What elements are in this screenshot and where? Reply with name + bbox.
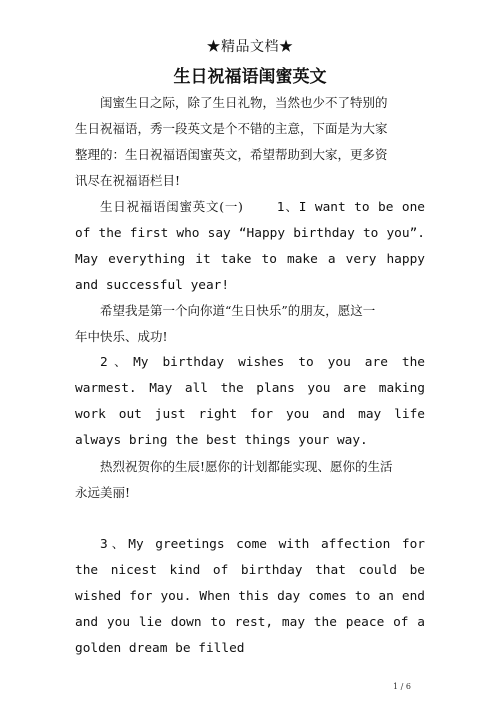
intro-line: 生日祝福语，秀一段英文是个不错的主意，下面是为大家: [75, 121, 388, 136]
item-1-chinese-line: 年中快乐、成功!: [75, 329, 168, 344]
item-1-chinese-line: 希望我是第一个向你道“生日快乐”的朋友，愿这一: [100, 303, 376, 318]
intro-line: 闺蜜生日之际，除了生日礼物，当然也少不了特别的: [100, 95, 388, 110]
header-mark: ★精品文档★: [206, 39, 294, 55]
item-2-chinese-line: 热烈祝贺你的生辰!愿你的计划都能实现、愿你的生活: [100, 459, 393, 474]
intro-line: 讯尽在祝福语栏目!: [75, 173, 181, 188]
item-1-paragraph: [75, 194, 425, 299]
page-number: 1 / 6: [393, 682, 411, 691]
section-heading: 生日祝福语闺蜜英文(一): [100, 199, 243, 214]
item-2-english: 2、My birthday wishes to you are the warmest. May all the plans you are making work out just right for you and may life always bring the best things your way.: [75, 355, 425, 448]
item-1-english: 1、I want to be one of the first who say “Happy birthday to you”. May everything it take to make a very happy and successful year!: [75, 200, 425, 293]
intro-paragraph: [75, 90, 425, 194]
item-1-chinese: [75, 298, 425, 350]
item-2-chinese-line: 永远美丽!: [75, 485, 131, 500]
document-title: 生日祝福语闺蜜英文: [173, 67, 327, 87]
item-3-english: 3、My greetings come with affection for the nicest kind of birthday that could be wished for you. When this day comes to an end and you lie down to rest, may the peace of a golden dream be filled: [75, 537, 425, 656]
intro-line: 整理的：生日祝福语闺蜜英文，希望帮助到大家，更多资: [75, 147, 388, 162]
item-2-chinese: [75, 454, 425, 506]
